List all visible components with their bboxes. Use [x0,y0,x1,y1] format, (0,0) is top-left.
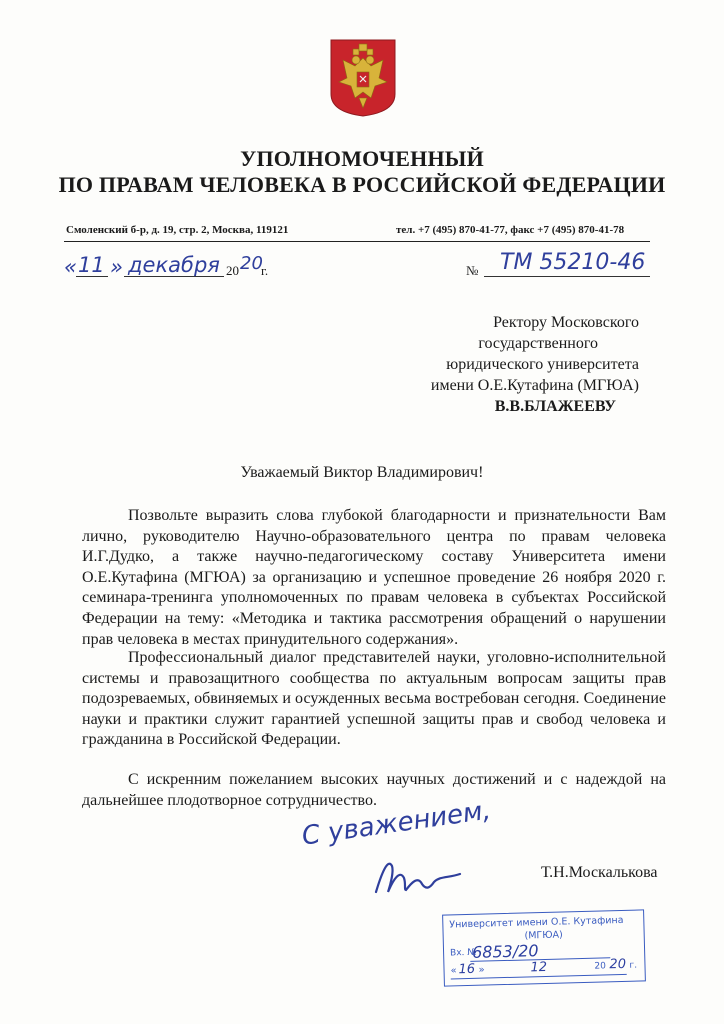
signature-scribble [368,852,468,902]
letterhead-title-line2: ПО ПРАВАМ ЧЕЛОВЕКА В РОССИЙСКОЙ ФЕДЕРАЦИИ [58,172,666,197]
stamp-day: 16 [458,961,476,978]
stamp-year-suffix: 20 [609,956,627,973]
addressee-name: В.В.БЛАЖЕЕВУ [494,398,616,415]
addressee-line3: юридического университета [446,356,639,373]
date-quote-open: « [64,255,77,279]
registration-stamp [442,909,646,986]
date-quote-close: » [110,255,123,279]
stamp-university: Университет имени О.Е. Кутафина [449,914,624,931]
stamp-year-prefix: 20 [594,961,607,972]
number-label: № [466,263,479,278]
date-year-suffix: 20 [240,253,263,274]
date-year-prefix: 20 [226,263,239,278]
letterhead-rule [64,241,650,242]
letterhead-address: Смоленский б-р, д. 19, стр. 2, Москва, 119121 [66,224,289,236]
stamp-quote-close: » [478,964,485,976]
date-month-underline [124,276,224,277]
stamp-incoming-label: Вх. № [449,947,477,959]
letter-paragraph-3: С искренним пожеланием высоких научных достижений и с надеждой на дальнейшее плодотворное сотрудничество. [82,771,666,809]
outgoing-number-underline [484,276,650,277]
salutation: Уважаемый Виктор Владимирович! [240,464,484,481]
outgoing-number: ТМ 55210-46 [500,250,646,275]
coat-of-arms-icon [329,38,397,118]
stamp-quote-open: « [450,965,457,977]
stamp-incoming-number: 6853/20 [471,941,539,962]
handwritten-closing: С уважением, [300,795,493,852]
signer-name: Т.Н.Москалькова [541,864,658,881]
date-month: декабря [128,253,220,277]
date-day-underline [76,276,108,277]
addressee-line2: государственного [478,335,598,352]
letter-paragraph-1: Позвольте выразить слова глубокой благодарности и признательности Вам лично, руководителю Научно-образовательного центра по правам человека И.Г.Дудко, а также научно-педагогическому составу Университета имени О.Е.Кутафина (МГЮА) за организацию и успешное проведение 26 ноября 2020 г. семинара-тренинга уполномоченных по правам человека в субъектах Российской Федерации на тему: «Методика и тактика рассмотрения обращений о нарушении прав человека в местах принудительного содержания». [82,507,666,648]
stamp-year-g: г. [629,960,638,971]
addressee-line4: имени О.Е.Кутафина (МГЮА) [430,377,639,394]
letter-paragraph-2: Профессиональный диалог представителей науки, уголовно-исполнительной системы и правозащитного сообщества по актуальным вопросам защиты прав подозреваемых, обвиняемых и осужденных весьма востребован сегодня. Соединение науки и практики служит гарантией успешной защиты прав и свобод человека и гражданина в Российской Федерации. [82,649,666,749]
letterhead-contacts: тел. +7 (495) 870-41-77, факс +7 (495) 870-41-78 [396,224,625,236]
date-year-g: г. [261,263,269,278]
letterhead-title-line1: УПОЛНОМОЧЕННЫЙ [240,146,484,171]
addressee-line1: Ректору Московского [493,314,639,331]
stamp-month: 12 [530,959,548,976]
stamp-abbrev: (МГЮА) [524,929,563,942]
date-day: 11 [78,253,105,277]
